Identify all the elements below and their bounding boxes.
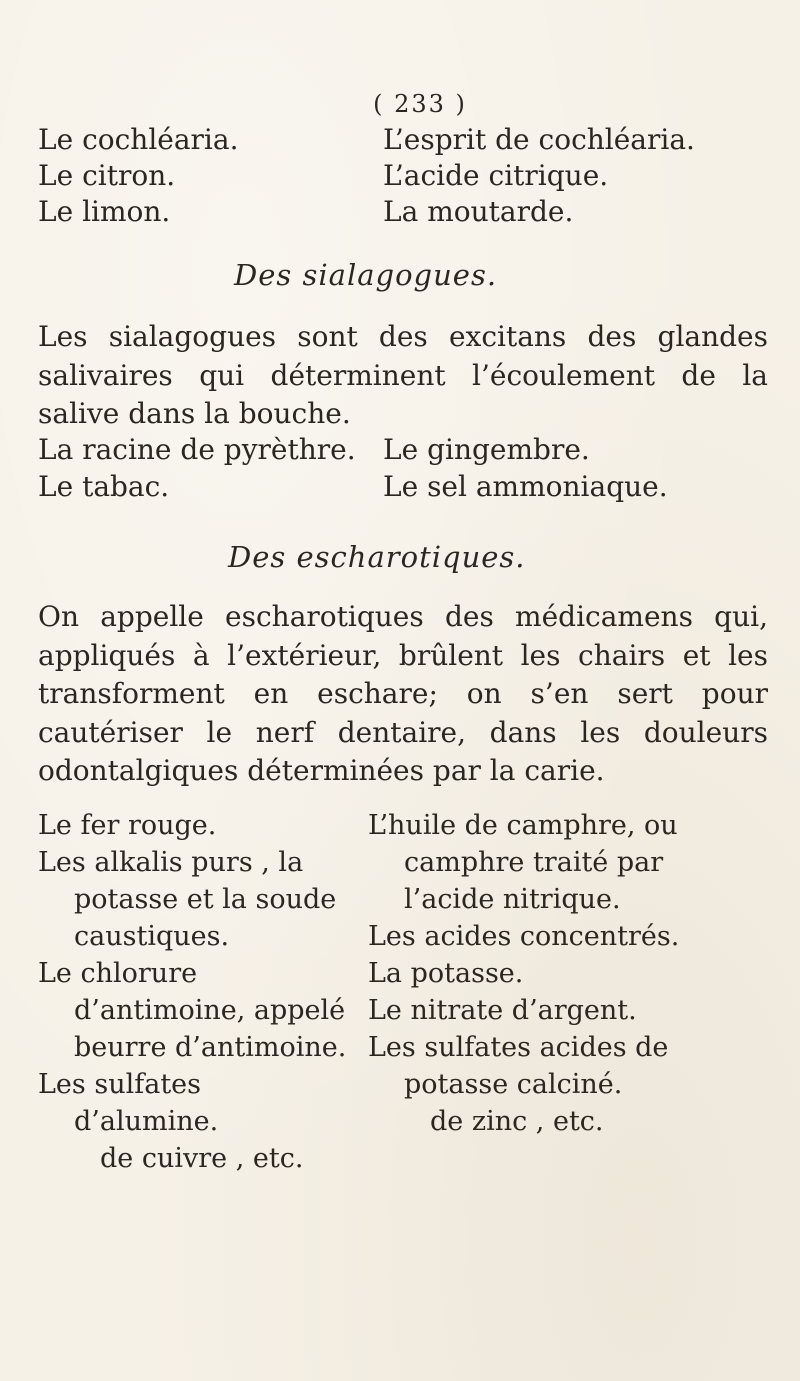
list-item: Le nitrate d’argent. xyxy=(368,995,637,1026)
list-left-escharotiques xyxy=(38,807,348,1177)
list-item: de cuivre , etc. xyxy=(100,1143,304,1174)
list-item: Les acides concentrés. xyxy=(368,921,680,952)
list-item: Le citron. xyxy=(38,159,176,192)
list-item: Le tabac. xyxy=(38,470,170,503)
section-title-escharotiques: Des escharotiques. xyxy=(228,540,526,574)
list-item: La racine de pyrèthre. xyxy=(38,433,356,466)
list-item: de zinc , etc. xyxy=(430,1106,604,1137)
list-item: L’esprit de cochléaria. xyxy=(383,123,695,156)
list-right-escharotiques xyxy=(368,807,718,1140)
list-item: La moutarde. xyxy=(383,195,574,228)
list-item: Le limon. xyxy=(38,195,171,228)
list-item: Les sulfates d’alumine. xyxy=(38,1069,219,1137)
section-title-sialagogues: Des sialagogues. xyxy=(234,258,498,292)
list-item: La potasse. xyxy=(368,958,524,989)
list-item: L’huile de camphre, ou camphre traité par l’acide nitrique. xyxy=(368,810,678,915)
list-item: Le gingembre. xyxy=(383,433,590,466)
list-item: Les sulfates acides de potasse calciné. xyxy=(368,1032,669,1100)
list-item: Le chlorure d’antimoine, appelé beurre d’antimoine. xyxy=(38,958,347,1063)
page-number: ( 233 ) xyxy=(373,90,467,118)
section-paragraph-sialagogues: Les sialagogues sont des excitans des glandes salivaires qui déterminent l’écoulement de la salive dans la bouche. xyxy=(38,320,768,430)
list-item: Le sel ammoniaque. xyxy=(383,470,668,503)
list-item: Le fer rouge. xyxy=(38,810,217,841)
list-item: L’acide citrique. xyxy=(383,159,609,192)
list-item: Les alkalis purs , la potasse et la soude caustiques. xyxy=(38,847,337,952)
section-paragraph-escharotiques: On appelle escharotiques des médicamens qui, appliqués à l’extérieur, brûlent les chairs et les transforment en eschare; on s’en sert pour cautériser le nerf dentaire, dans les douleurs odontalgiques déterminées par la carie. xyxy=(38,600,768,787)
list-item: Le cochléaria. xyxy=(38,123,239,156)
